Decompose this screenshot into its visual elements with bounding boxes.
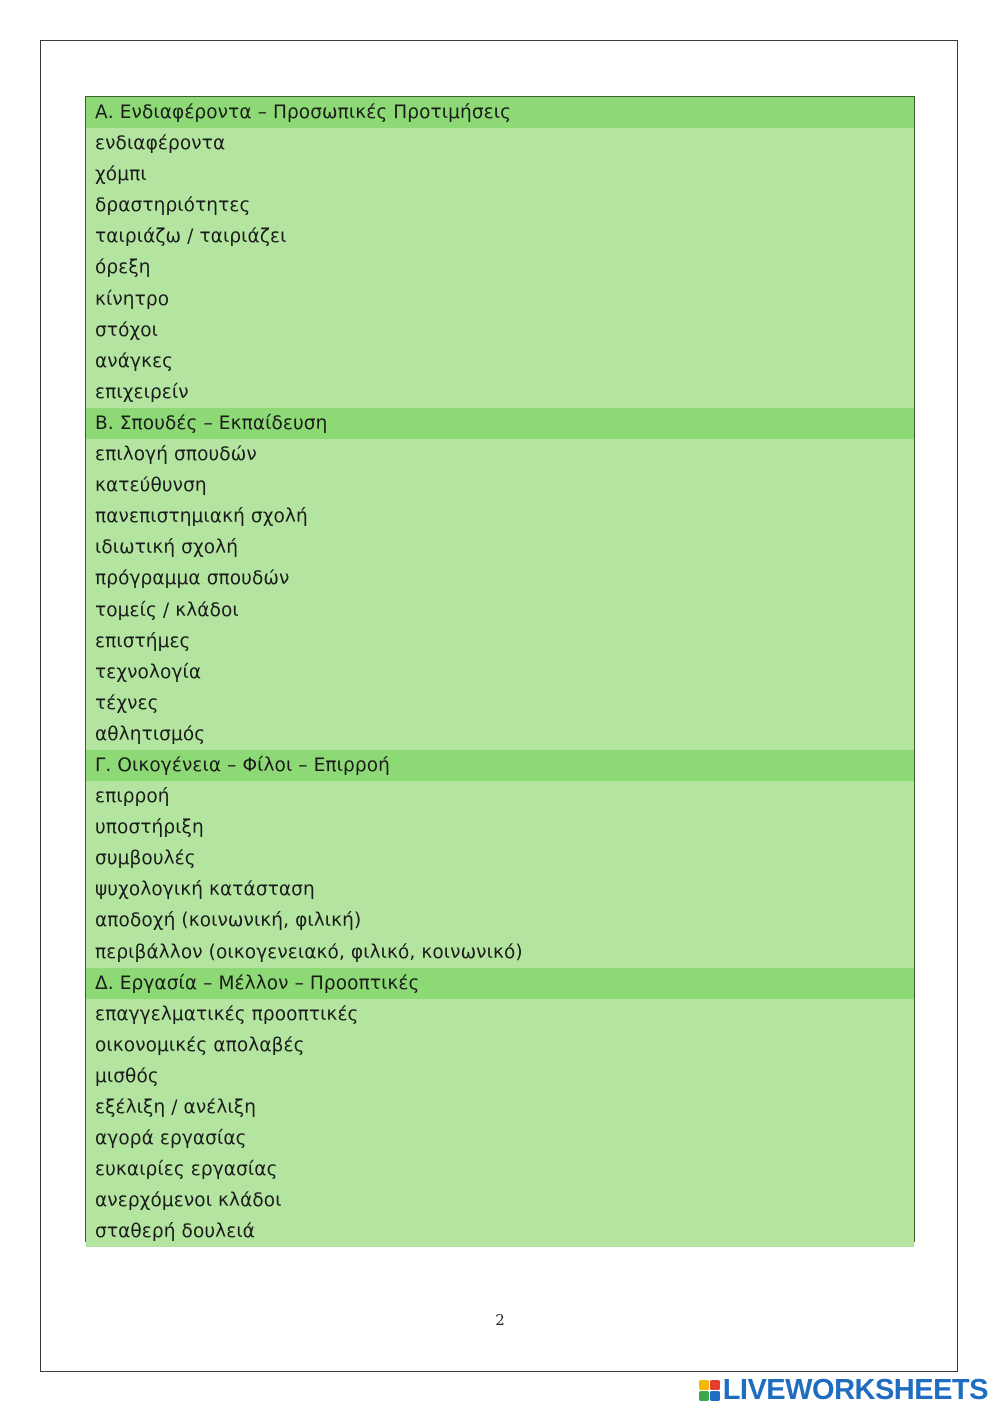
vocabulary-item: τεχνολογία bbox=[86, 657, 914, 688]
vocabulary-item: επαγγελματικές προοπτικές bbox=[86, 999, 914, 1030]
vocabulary-item: αγορά εργασίας bbox=[86, 1123, 914, 1154]
vocabulary-item: αθλητισμός bbox=[86, 719, 914, 750]
vocabulary-item: κίνητρο bbox=[86, 284, 914, 315]
vocabulary-item: ευκαιρίες εργασίας bbox=[86, 1154, 914, 1185]
vocabulary-item: υποστήριξη bbox=[86, 812, 914, 843]
vocabulary-item: σταθερή δουλειά bbox=[86, 1216, 914, 1247]
page-number: 2 bbox=[495, 1311, 505, 1329]
vocabulary-item: επιχειρείν bbox=[86, 377, 914, 408]
vocabulary-item: στόχοι bbox=[86, 315, 914, 346]
vocabulary-item: τέχνες bbox=[86, 688, 914, 719]
section-header: Α. Ενδιαφέροντα – Προσωπικές Προτιμήσεις bbox=[86, 97, 914, 128]
vocabulary-item: δραστηριότητες bbox=[86, 190, 914, 221]
vocabulary-item: πανεπιστημιακή σχολή bbox=[86, 501, 914, 532]
section-header: Δ. Εργασία – Μέλλον – Προοπτικές bbox=[86, 968, 914, 999]
vocabulary-item: αποδοχή (κοινωνική, φιλική) bbox=[86, 905, 914, 936]
vocabulary-table bbox=[85, 96, 915, 1242]
vocabulary-item: περιβάλλον (οικογενειακό, φιλικό, κοινωνικό) bbox=[86, 937, 914, 968]
vocabulary-item: ανάγκες bbox=[86, 346, 914, 377]
vocabulary-item: ψυχολογική κατάσταση bbox=[86, 874, 914, 905]
vocabulary-item: επιστήμες bbox=[86, 626, 914, 657]
vocabulary-item: επιλογή σπουδών bbox=[86, 439, 914, 470]
vocabulary-item: επιρροή bbox=[86, 781, 914, 812]
vocabulary-item: πρόγραμμα σπουδών bbox=[86, 563, 914, 594]
vocabulary-item: τομείς / κλάδοι bbox=[86, 595, 914, 626]
vocabulary-item: κατεύθυνση bbox=[86, 470, 914, 501]
vocabulary-item: ταιριάζω / ταιριάζει bbox=[86, 221, 914, 252]
vocabulary-item: όρεξη bbox=[86, 252, 914, 283]
vocabulary-item: οικονομικές απολαβές bbox=[86, 1030, 914, 1061]
vocabulary-item: συμβουλές bbox=[86, 843, 914, 874]
section-header: Β. Σπουδές – Εκπαίδευση bbox=[86, 408, 914, 439]
vocabulary-item: ενδιαφέροντα bbox=[86, 128, 914, 159]
vocabulary-item: εξέλιξη / ανέλιξη bbox=[86, 1092, 914, 1123]
liveworksheets-logo-icon bbox=[699, 1380, 720, 1401]
liveworksheets-logo[interactable] bbox=[699, 1374, 988, 1406]
section-header: Γ. Οικογένεια – Φίλοι – Επιρροή bbox=[86, 750, 914, 781]
vocabulary-item: μισθός bbox=[86, 1061, 914, 1092]
vocabulary-item: ιδιωτική σχολή bbox=[86, 532, 914, 563]
brand-name: LIVEWORKSHEETS bbox=[722, 1373, 988, 1406]
vocabulary-item: χόμπι bbox=[86, 159, 914, 190]
vocabulary-item: ανερχόμενοι κλάδοι bbox=[86, 1185, 914, 1216]
